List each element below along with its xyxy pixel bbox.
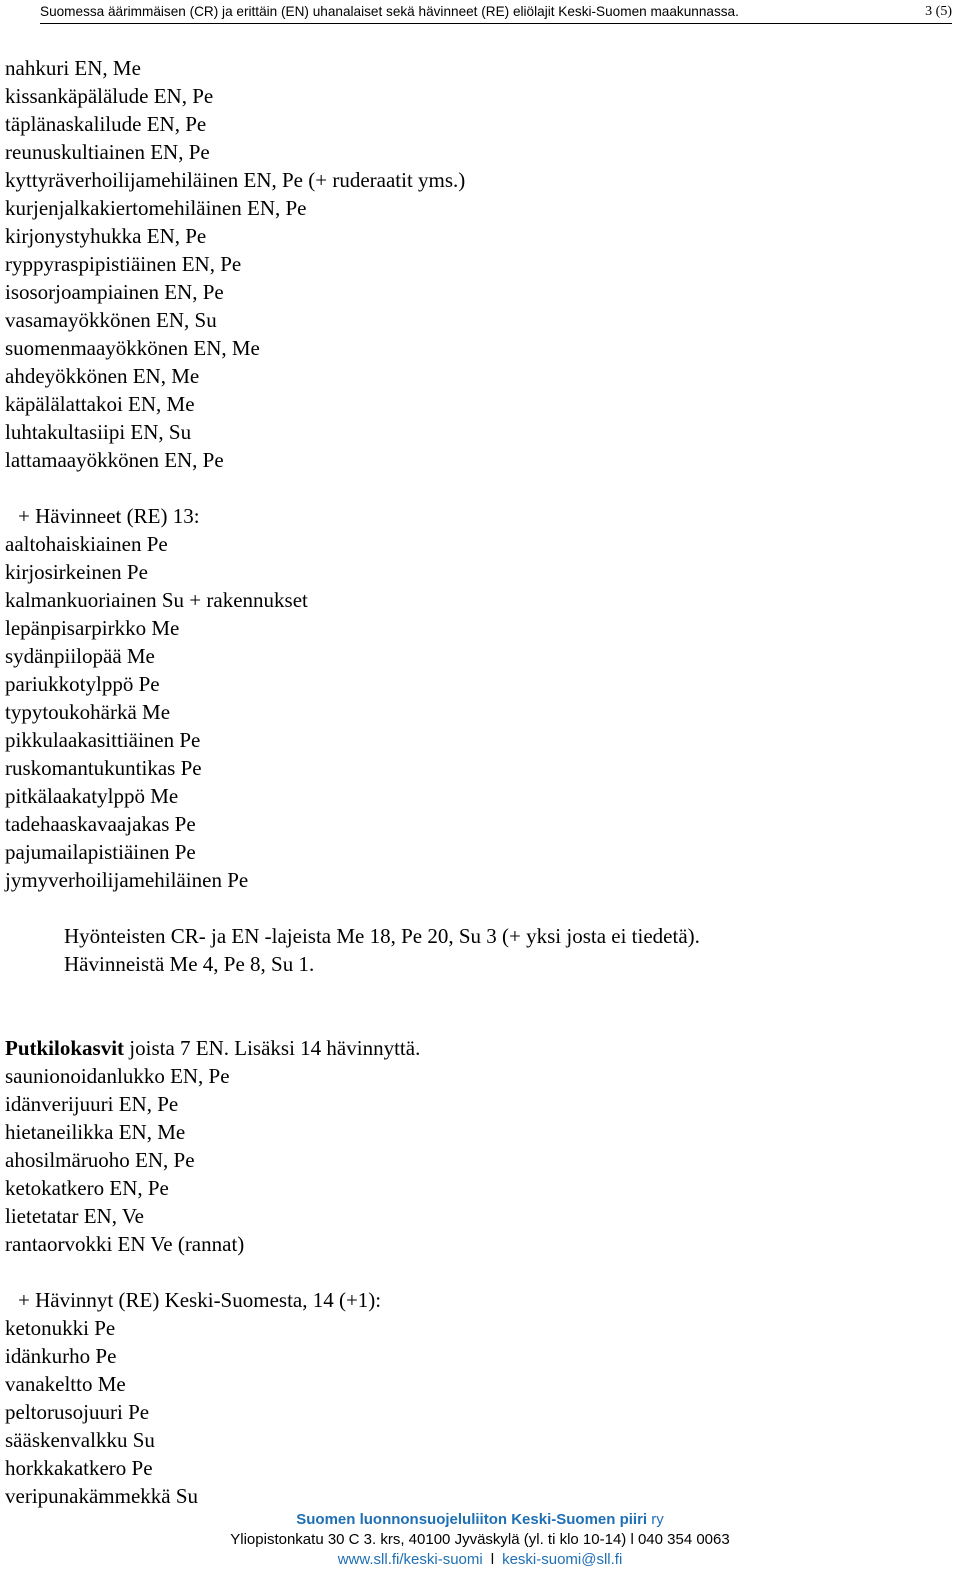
list-item: luhtakultasiipi EN, Su [5,420,192,444]
list-item: suomenmaayökkönen EN, Me [5,336,260,360]
list-item: pariukkotylppö Pe [5,672,160,696]
list-item: idänkurho Pe [5,1344,117,1368]
spacer [5,1258,945,1286]
spacer [5,894,945,922]
list-item: sääskenvalkku Su [5,1428,155,1452]
list-item: ryppyraspipistiäinen EN, Pe [5,252,242,276]
list-item: kirjosirkeinen Pe [5,560,148,584]
plants-re-heading: + Hävinnyt (RE) Keski-Suomesta, 14 (+1): [18,1288,382,1312]
spacer [5,978,945,1006]
plants-en-list [5,1062,945,1258]
list-item: pajumailapistiäinen Pe [5,840,196,864]
list-item: käpälälattakoi EN, Me [5,392,195,416]
list-item: ahosilmäruoho EN, Pe [5,1148,195,1172]
list-item: lattamaayökkönen EN, Pe [5,448,224,472]
spacer [5,474,945,502]
list-item: täplänaskalilude EN, Pe [5,112,207,136]
list-item: veripunakämmekkä Su [5,1484,199,1508]
list-item: reunuskultiainen EN, Pe [5,140,210,164]
footer-org-name: Suomen luonnonsuojeluliiton Keski-Suomen piiri [296,1511,648,1528]
list-item: typytoukohärkä Me [5,700,171,724]
footer-address: Yliopistonkatu 30 C 3. krs, 40100 Jyväskylä (yl. ti klo 10-14) l 040 354 0063 [230,1531,730,1548]
list-item: rantaorvokki EN Ve (rannat) [5,1232,245,1256]
plants-re-list [5,1314,945,1510]
list-item: pitkälaakatylppö Me [5,784,179,808]
list-item: kalmankuoriainen Su + rakennukset [5,588,308,612]
spacer [5,1006,945,1034]
list-item: vasamayökkönen EN, Su [5,308,217,332]
list-item: ketokatkero EN, Pe [5,1176,169,1200]
summary-line: Hävinneistä Me 4, Pe 8, Su 1. [64,952,315,976]
list-item: tadehaaskavaajakas Pe [5,812,196,836]
footer-org [0,1510,960,1530]
list-item: horkkakatkero Pe [5,1456,153,1480]
list-item: lepänpisarpirkko Me [5,616,180,640]
list-item: aaltohaiskiainen Pe [5,532,168,556]
list-item: ruskomantukuntikas Pe [5,756,202,780]
insects-re-heading: + Hävinneet (RE) 13: [18,504,200,528]
document-body [5,54,945,1510]
list-item: peltorusojuuri Pe [5,1400,150,1424]
list-item: jymyverhoilijamehiläinen Pe [5,868,249,892]
insects-en-list [5,54,945,474]
insects-re-list [5,530,945,894]
plants-heading [5,1034,945,1062]
list-item: kurjenjalkakiertomehiläinen EN, Pe [5,196,307,220]
footer-org-suffix: ry [651,1511,664,1528]
list-item: sydänpiilopää Me [5,644,155,668]
list-item: pikkulaakasittiäinen Pe [5,728,201,752]
list-item: ketonukki Pe [5,1316,116,1340]
footer-website-link[interactable]: www.sll.fi/keski-suomi [337,1551,483,1568]
list-item: idänverijuuri EN, Pe [5,1092,179,1116]
list-item: kyttyräverhoilijamehiläinen EN, Pe (+ ruderaatit yms.) [5,168,466,192]
footer-email-link[interactable]: keski-suomi@sll.fi [502,1551,623,1568]
list-item: hietaneilikka EN, Me [5,1120,186,1144]
header-divider [40,23,952,24]
list-item: lietetatar EN, Ve [5,1204,144,1228]
plants-title: Putkilokasvit [5,1036,125,1060]
page-header [40,2,952,22]
list-item: saunionoidanlukko EN, Pe [5,1064,230,1088]
plants-title-rest: joista 7 EN. Lisäksi 14 hävinnyttä. [124,1036,421,1060]
page-footer [0,1510,960,1570]
footer-contacts [0,1550,960,1570]
list-item: nahkuri EN, Me [5,56,141,80]
list-item: kirjonystyhukka EN, Pe [5,224,207,248]
list-item: kissankäpälälude EN, Pe [5,84,214,108]
page-number: 3 (5) [925,4,952,19]
list-item: vanakeltto Me [5,1372,126,1396]
header-title: Suomessa äärimmäisen (CR) ja erittäin (EN) uhanalaiset sekä hävinneet (RE) eliölajit Keski-Suomen maakunnassa. [40,4,739,19]
list-item: ahdeyökkönen EN, Me [5,364,200,388]
footer-separator: l [490,1551,495,1568]
summary-line: Hyönteisten CR- ja EN -lajeista Me 18, Pe 20, Su 3 (+ yksi josta ei tiedetä). [64,924,700,948]
list-item: isosorjoampiainen EN, Pe [5,280,224,304]
